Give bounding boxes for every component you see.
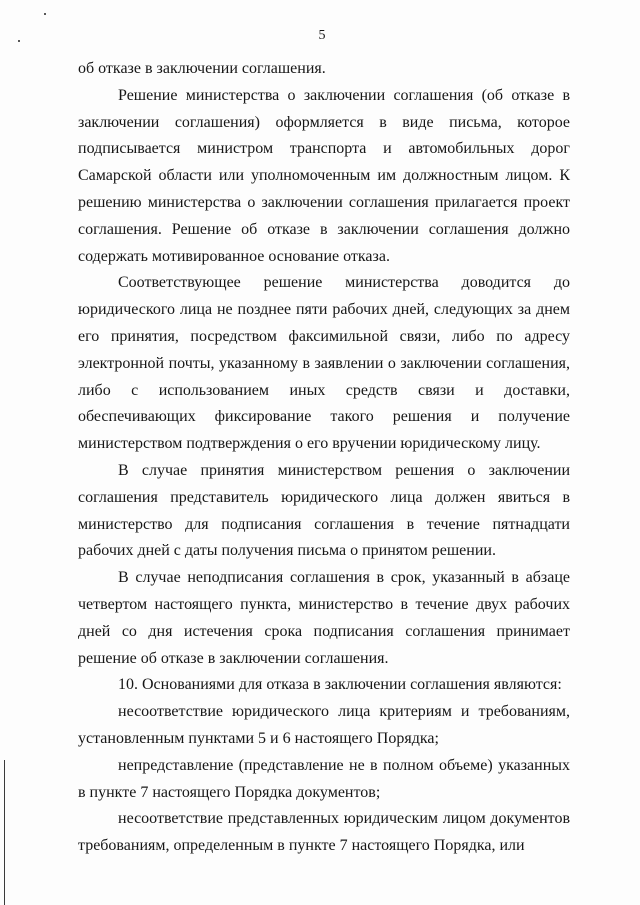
list-item: несоответствие представленных юридическим лицом документов требованиям, определенным в пункте 7 настоящего Порядка, или	[78, 810, 570, 855]
scan-speck	[18, 40, 20, 42]
paragraph: Соответствующее решение министерства доводится до юридического лица не позднее пяти рабочих дней, следующих за днем его принятия, посредством факсимильной связи, либо по адресу электронной почты, указанному в заявлении о заключении соглашения, либо с использованием иных средств связи и доставки, обеспечивающих фиксирование такого решения и получение министерством подтверждения о его вручении юридическому лицу.	[78, 274, 570, 453]
list-item: несоответствие юридического лица критериям и требованиям, установленным пунктами 5 и 6 настоящего Порядка;	[78, 703, 570, 747]
page-number: 5	[318, 28, 326, 43]
scan-edge-line	[4, 760, 5, 905]
list-item: непредставление (представление не в полном объеме) указанных в пункте 7 настоящего Порядка документов;	[78, 756, 570, 801]
paragraph-continuation: об отказе в заключении соглашения.	[78, 60, 326, 77]
paragraph: В случае принятия министерством решения о заключении соглашения представитель юридического лица должен явиться в министерство для подписания соглашения в течение пятнадцати рабочих дней с даты получения письма о принятом решении.	[78, 461, 570, 560]
document-body	[78, 56, 570, 860]
paragraph-item-10: 10. Основаниями для отказа в заключении соглашения являются:	[118, 676, 562, 694]
scan-speck	[44, 13, 46, 15]
paragraph: Решение министерства о заключении соглашения (об отказе в заключении соглашения) оформляется в виде письма, которое подписывается министром транспорта и автомобильных дорог Самарской области или уполномоченным им должностным лицом. К решению министерства о заключении соглашения прилагается проект соглашения. Решение об отказе в заключении соглашения должно содержать мотивированное основание отказа.	[78, 86, 570, 265]
paragraph: В случае неподписания соглашения в срок, указанный в абзаце четвертом настоящего пункта, министерство в течение двух рабочих дней со дня истечения срока подписания соглашения принимает решение об отказе в заключении соглашения.	[78, 569, 570, 667]
